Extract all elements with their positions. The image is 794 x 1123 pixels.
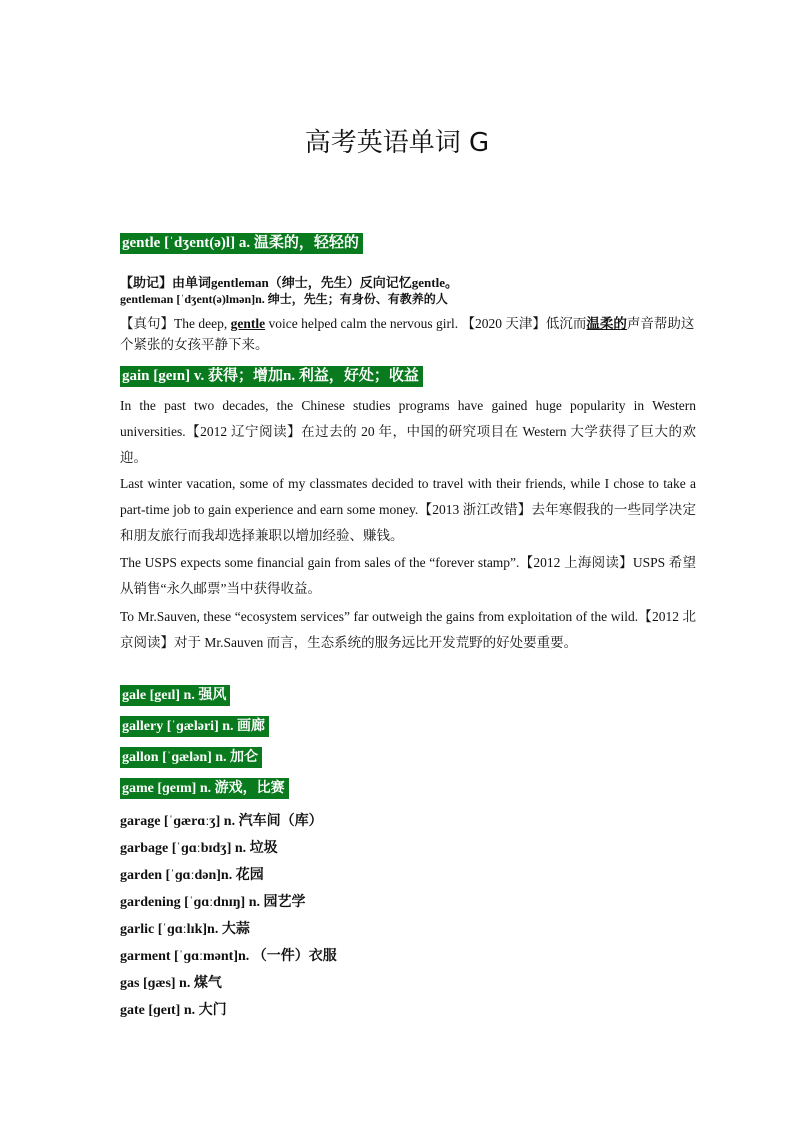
gain-example-1: In the past two decades, the Chinese studies programs have gained huge popularity in Western universities.【2012 辽宁阅读】在过去的 20 年，中国的研究项目在 Western 大学获得了巨大的欢迎。 — [120, 398, 696, 465]
entry-gentle-heading — [120, 233, 363, 254]
entry-garlic: garlic [ˈɡɑːlɪk]n. 大蒜 — [120, 922, 250, 937]
gain-example-3: The USPS expects some financial gain from sales of the “forever stamp”.【2012 上海阅读】USPS 希望从销售“永久邮票”当中获得收益。 — [120, 555, 696, 596]
headword-highlight: game [ɡeɪm] n. 游戏，比赛 — [120, 778, 289, 799]
entry-garment: garment [ˈɡɑːmənt]n. （一件）衣服 — [120, 949, 337, 964]
example-prefix: 【真句】The deep, — [120, 316, 231, 331]
entry-gate: gate [ɡeɪt] n. 大门 — [120, 1003, 227, 1018]
example-cn-keyword: 温柔的 — [586, 316, 627, 331]
entry-garden: garden [ˈɡɑːdən]n. 花园 — [120, 868, 264, 883]
example-keyword: gentle — [230, 316, 266, 331]
entry-garage: garage [ˈɡærɑːʒ] n. 汽车间（库） — [120, 814, 323, 829]
headword-highlight: gentle [ˈdʒent(ə)l] a. 温柔的，轻轻的 — [120, 233, 363, 254]
entry-gallery — [120, 716, 269, 737]
entry-gentle-example — [120, 313, 696, 355]
mnemonic-line-2: gentleman [ˈdʒent(ə)lmən]n. 绅士，先生；有身份、有教养的人 — [120, 292, 448, 306]
gain-example-2: Last winter vacation, some of my classmates decided to travel with their friends, while I chose to take a part-time job to gain experience and earn some money.【2013 浙江改错】去年寒假我的一些同学决定和朋友旅行而我却选择兼职以增加经验、赚钱。 — [120, 476, 696, 543]
entry-gallon — [120, 747, 262, 768]
headword-highlight: gallery [ˈɡæləri] n. 画廊 — [120, 716, 269, 737]
entry-game — [120, 778, 289, 799]
entry-gain-heading — [120, 366, 423, 387]
entry-gas: gas [ɡæs] n. 煤气 — [120, 976, 222, 991]
mnemonic-line-1: 【助记】由单词gentleman（绅士，先生）反向记忆gentle。 — [120, 275, 458, 290]
headword-highlight: gale [geɪl] n. 强风 — [120, 685, 230, 706]
headword-highlight: gain [geɪn] v. 获得；增加n. 利益，好处；收益 — [120, 366, 423, 387]
entry-gale — [120, 685, 230, 706]
example-middle: voice helped calm the nervous girl. 【2020 天津】低沉而 — [265, 316, 587, 331]
headword-highlight: gallon [ˈɡælən] n. 加仑 — [120, 747, 262, 768]
entry-garbage: garbage [ˈɡɑːbɪdʒ] n. 垃圾 — [120, 841, 278, 856]
example-suffix: 声音帮助这个紧张的女孩平静下来。 — [120, 316, 695, 352]
entry-gardening: gardening [ˈɡɑːdnɪŋ] n. 园艺学 — [120, 895, 306, 910]
gain-example-4: To Mr.Sauven, these “ecosystem services” far outweigh the gains from exploitation of the wild.【2012 北京阅读】对于 Mr.Sauven 而言，生态系统的服务远比开发荒野的好处要重要。 — [120, 609, 696, 650]
page-title: 高考英语单词 G — [304, 128, 490, 158]
